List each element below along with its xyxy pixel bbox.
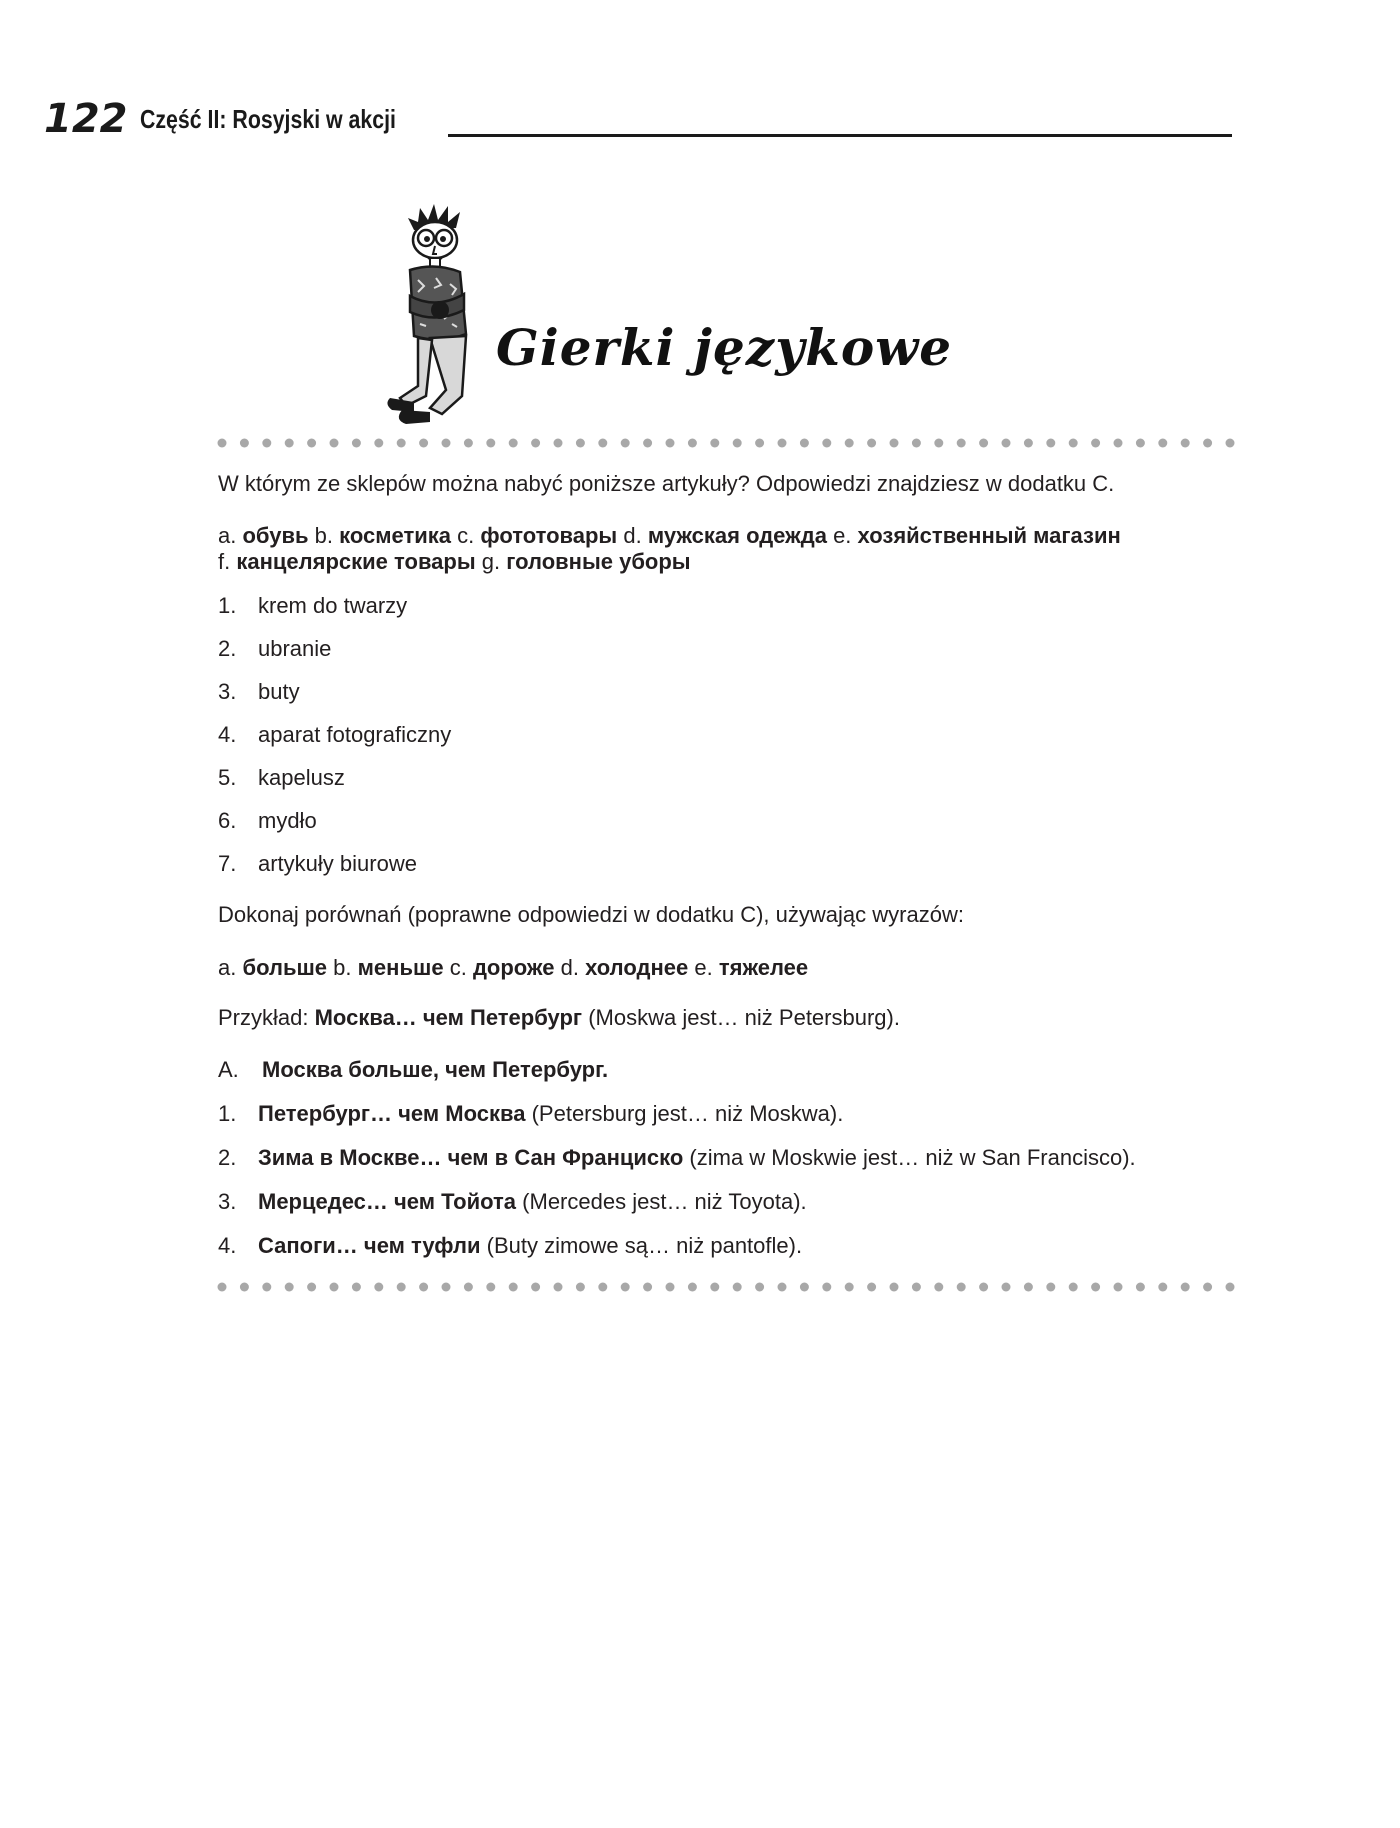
rule-dot xyxy=(374,1283,383,1292)
answer-line: A. Москва больше, чем Петербург. xyxy=(218,1057,609,1082)
rule-dot xyxy=(285,439,294,448)
rule-dot xyxy=(890,1283,899,1292)
rule-dot xyxy=(643,1283,652,1292)
rule-dot xyxy=(352,1283,361,1292)
rule-dot xyxy=(419,439,428,448)
rule-dot xyxy=(867,1283,876,1292)
exercise2-options: a. больше b. меньше c. дороже d. холоднее e. тяжелее xyxy=(218,955,809,980)
rule-dot xyxy=(800,1283,809,1292)
rule-dot xyxy=(330,1283,339,1292)
rule-dot xyxy=(1091,1283,1100,1292)
list-item: 6. mydło xyxy=(218,808,317,833)
rule-dot xyxy=(464,439,473,448)
rule-dot xyxy=(666,439,675,448)
rule-dot xyxy=(912,1283,921,1292)
list-item: 1. krem do twarzy xyxy=(218,593,408,618)
rule-dot xyxy=(688,439,697,448)
rule-dot xyxy=(218,439,227,448)
rule-dot xyxy=(285,1283,294,1292)
rule-dot xyxy=(554,1283,563,1292)
rule-dot xyxy=(1002,1283,1011,1292)
list-item: 1. Петербург… чем Москва (Petersburg jest… niż Moskwa). xyxy=(218,1101,844,1126)
rule-dot xyxy=(240,1283,249,1292)
rule-dot xyxy=(710,439,719,448)
rule-dot xyxy=(800,439,809,448)
rule-dot xyxy=(822,1283,831,1292)
rule-dot xyxy=(442,1283,451,1292)
rule-dot xyxy=(1158,1283,1167,1292)
rule-dot xyxy=(934,1283,943,1292)
rule-dot xyxy=(979,439,988,448)
rule-dot xyxy=(733,439,742,448)
list-item: 3. buty xyxy=(218,679,300,704)
rule-dot xyxy=(688,1283,697,1292)
rule-dot xyxy=(218,1283,227,1292)
rule-dot xyxy=(666,1283,675,1292)
exercise2-prompt: Dokonaj porównań (poprawne odpowiedzi w dodatku C), używając wyrazów: xyxy=(218,902,964,927)
rule-dot xyxy=(1069,439,1078,448)
rule-dot xyxy=(867,439,876,448)
rule-dot xyxy=(778,1283,787,1292)
list-item: 3. Мерцедес… чем Тойота (Mercedes jest… niż Toyota). xyxy=(218,1189,807,1214)
rule-dot xyxy=(643,439,652,448)
rule-dot xyxy=(531,1283,540,1292)
rule-dot xyxy=(352,439,361,448)
rule-dot xyxy=(374,439,383,448)
rule-dot xyxy=(979,1283,988,1292)
running-head xyxy=(44,96,1232,142)
rule-dot xyxy=(397,439,406,448)
rule-dot xyxy=(912,439,921,448)
rule-dot xyxy=(1114,1283,1123,1292)
rule-dot xyxy=(1091,439,1100,448)
rule-dot xyxy=(554,439,563,448)
dotted-rule-top xyxy=(216,436,1236,450)
rule-dot xyxy=(509,1283,518,1292)
rule-dot xyxy=(531,439,540,448)
exercise1-prompt: W którym ze sklepów można nabyć poniższe artykuły? Odpowiedzi znajdziesz w dodatku C. xyxy=(218,471,1115,496)
header-rule xyxy=(448,134,1232,137)
rule-dot xyxy=(307,1283,316,1292)
rule-dot xyxy=(442,439,451,448)
rule-dot xyxy=(822,439,831,448)
rule-dot xyxy=(1181,439,1190,448)
rule-dot xyxy=(598,439,607,448)
rule-dot xyxy=(621,439,630,448)
rule-dot xyxy=(1226,1283,1235,1292)
list-item: 4. Сапоги… чем туфли (Buty zimowe są… niż pantofle). xyxy=(218,1233,803,1258)
example-line: Przykład: Москва… чем Петербург (Moskwa jest… niż Petersburg). xyxy=(218,1005,900,1030)
rule-dot xyxy=(710,1283,719,1292)
rule-dot xyxy=(576,439,585,448)
rule-dot xyxy=(464,1283,473,1292)
rule-dot xyxy=(509,439,518,448)
rule-dot xyxy=(397,1283,406,1292)
rule-dot xyxy=(576,1283,585,1292)
rule-dot xyxy=(755,1283,764,1292)
exercise1-options-line1: a. обувь b. косметика c. фототовары d. мужская одежда e. хозяйственный магазин xyxy=(218,523,1121,548)
rule-dot xyxy=(1158,439,1167,448)
rule-dot xyxy=(1226,439,1235,448)
rule-dot xyxy=(1002,439,1011,448)
cartoon-man-leaning-icon xyxy=(380,200,500,434)
rule-dot xyxy=(307,439,316,448)
rule-dot xyxy=(1114,439,1123,448)
rule-dot xyxy=(755,439,764,448)
rule-dot xyxy=(240,439,249,448)
list-item: 2. Зима в Москве… чем в Сан Франциско (zima w Moskwie jest… niż w San Francisco). xyxy=(218,1145,1136,1170)
rule-dot xyxy=(419,1283,428,1292)
rule-dot xyxy=(1046,439,1055,448)
rule-dot xyxy=(845,1283,854,1292)
rule-dot xyxy=(1203,1283,1212,1292)
part-title: Część II: Rosyjski w akcji xyxy=(140,104,396,134)
rule-dot xyxy=(1024,1283,1033,1292)
rule-dot xyxy=(957,439,966,448)
rule-dot xyxy=(262,1283,271,1292)
rule-dot xyxy=(330,439,339,448)
rule-dot xyxy=(778,439,787,448)
rule-dot xyxy=(890,439,899,448)
list-item: 4. aparat fotograficzny xyxy=(218,722,452,747)
rule-dot xyxy=(1024,439,1033,448)
list-item: 7. artykuły biurowe xyxy=(218,851,417,876)
rule-dot xyxy=(845,439,854,448)
rule-dot xyxy=(262,439,271,448)
rule-dot xyxy=(934,439,943,448)
rule-dot xyxy=(598,1283,607,1292)
rule-dot xyxy=(1069,1283,1078,1292)
exercise1-options-line2: f. канцелярские товары g. головные уборы xyxy=(218,549,691,574)
rule-dot xyxy=(1136,439,1145,448)
list-item: 5. kapelusz xyxy=(218,765,345,790)
dotted-rule-bottom xyxy=(216,1280,1236,1294)
rule-dot xyxy=(486,1283,495,1292)
rule-dot xyxy=(486,439,495,448)
rule-dot xyxy=(1046,1283,1055,1292)
rule-dot xyxy=(733,1283,742,1292)
rule-dot xyxy=(1136,1283,1145,1292)
rule-dot xyxy=(621,1283,630,1292)
page-number: 122 xyxy=(44,96,128,142)
list-item: 2. ubranie xyxy=(218,636,332,661)
section-title: Gierki językowe xyxy=(496,318,953,377)
rule-dot xyxy=(1181,1283,1190,1292)
rule-dot xyxy=(1203,439,1212,448)
rule-dot xyxy=(957,1283,966,1292)
